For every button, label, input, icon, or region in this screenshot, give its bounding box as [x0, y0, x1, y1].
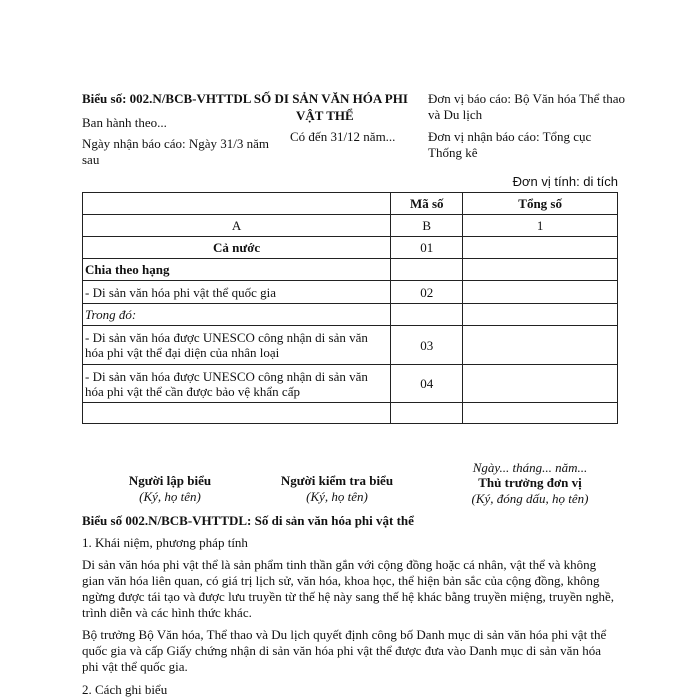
table-row: [83, 259, 618, 281]
checker-signature: [262, 473, 412, 505]
row-label: - Di sản văn hóa được UNESCO công nhận di sản văn hóa phi vật thể cần được bảo vệ khẩn cấp: [83, 365, 391, 403]
table-row: [83, 304, 618, 326]
checker-note: (Ký, họ tên): [306, 489, 368, 504]
table-row: [83, 326, 618, 365]
head-note: (Ký, đóng dấu, họ tên): [471, 491, 589, 506]
index-a: A: [83, 215, 391, 237]
col-total-header: Tổng số: [463, 193, 618, 215]
date-line: Ngày... tháng... năm...: [472, 460, 588, 475]
paragraph-1-text: Di sản văn hóa phi vật thể là sản phẩm tinh thần gắn với cộng đồng hoặc cá nhân, vật thể và không gian văn hóa liên quan, có giá trị lịch sử, văn hóa, khoa học, thể hiện bản sắc của cộng đồng, không ngừng được tái tạo và được lưu truyền từ thế hệ này sang thế hệ khác bằng truyền miệng, truyền nghề, trình diễn và các hình thức khác.: [82, 557, 614, 620]
row-code: 04: [391, 365, 463, 403]
row-total-cell: [463, 304, 618, 326]
paragraph-1: [82, 557, 618, 621]
receiving-unit: Đơn vị nhận báo cáo: Tổng cục Thống kê: [428, 129, 592, 160]
preparer-title: Người lập biểu: [128, 473, 212, 488]
header-empty-cell: [83, 193, 391, 215]
reporting-unit: Đơn vị báo cáo: Bộ Văn hóa Thể thao và Du lịch: [428, 91, 626, 122]
report-table: [82, 192, 618, 424]
empty-cell: [391, 403, 463, 424]
row-code: [391, 304, 463, 326]
row-label: - Di sản văn hóa phi vật thể quốc gia: [83, 281, 391, 304]
index-b: B: [391, 215, 463, 237]
row-label: Chia theo hạng: [83, 259, 391, 281]
empty-cell: [463, 403, 618, 424]
row-label: Cả nước: [83, 237, 391, 259]
reporting-period: Có đến 31/12 năm...: [290, 129, 396, 144]
row-code: 02: [391, 281, 463, 304]
preparer-note: (Ký, họ tên): [139, 489, 201, 504]
unit-of-measure: Đơn vị tính: di tích: [512, 174, 618, 189]
table-row: [83, 281, 618, 304]
row-total-cell: [463, 281, 618, 304]
table-index-row: [83, 215, 618, 237]
table-row: [83, 237, 618, 259]
received-date: Ngày nhận báo cáo: Ngày 31/3 năm sau: [82, 136, 270, 167]
row-total-cell: [463, 365, 618, 403]
row-total-cell: [463, 237, 618, 259]
explanation-heading: Biểu số 002.N/BCB-VHTTDL: Số di sản văn hóa phi vật thể: [82, 513, 414, 528]
table-header-row: [83, 193, 618, 215]
index-1: 1: [463, 215, 618, 237]
empty-cell: [83, 403, 391, 424]
preparer-signature: [95, 473, 245, 505]
issued-by: Ban hành theo...: [82, 115, 167, 130]
head-title: Thủ trưởng đơn vị: [478, 475, 582, 490]
checker-title: Người kiểm tra biểu: [280, 473, 394, 488]
form-title-line2: VẬT THỂ: [296, 108, 354, 123]
row-label: - Di sản văn hóa được UNESCO công nhận di sản văn hóa phi vật thể đại diện của nhân loại: [83, 326, 391, 365]
form-title-line1: Biểu số: 002.N/BCB-VHTTDL SỐ DI SẢN VĂN HÓA PHI: [82, 91, 408, 106]
row-total-cell: [463, 259, 618, 281]
table-row: [83, 365, 618, 403]
row-code: [391, 259, 463, 281]
table-row-empty: [83, 403, 618, 424]
row-code: 03: [391, 326, 463, 365]
paragraph-2: [82, 627, 618, 675]
head-signature: [445, 460, 615, 507]
form-title: [82, 91, 428, 107]
section-2-heading: 2. Cách ghi biểu: [82, 682, 168, 697]
col-code-header: Mã số: [391, 193, 463, 215]
row-code: 01: [391, 237, 463, 259]
section-1-heading: 1. Khái niệm, phương pháp tính: [82, 535, 248, 550]
paragraph-2-text: Bộ trưởng Bộ Văn hóa, Thể thao và Du lịch quyết định công bố Danh mục di sản văn hóa phi vật thể quốc gia và cấp Giấy chứng nhận di sản văn hóa phi vật thể được đưa vào Danh mục di sản văn hóa phi vật thể quốc gia.: [82, 627, 607, 674]
row-label: Trong đó:: [83, 304, 391, 326]
row-total-cell: [463, 326, 618, 365]
